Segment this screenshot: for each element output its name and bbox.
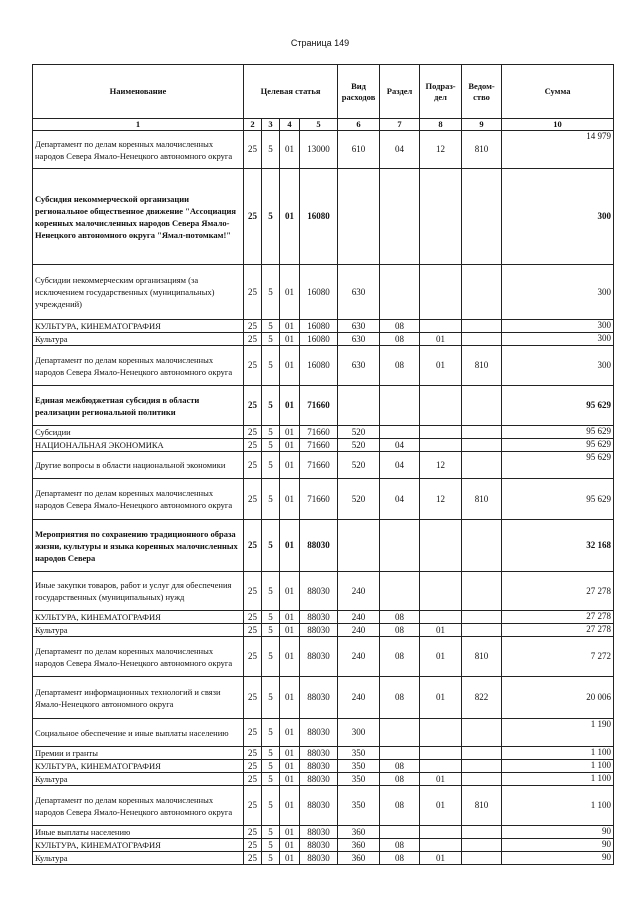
cell-amount: 90 <box>502 852 614 865</box>
cell-program: 25 <box>244 839 262 852</box>
cell-expense-type <box>338 520 380 572</box>
cell-program: 25 <box>244 320 262 333</box>
cell-subsection <box>420 169 462 265</box>
cell-section: 04 <box>380 131 420 169</box>
header-name: Наименование <box>33 65 244 119</box>
row-name: Департамент по делам коренных малочисленных народов Севера Ямало-Ненецкого автономного округа <box>33 637 244 677</box>
row-name: Другие вопросы в области национальной экономики <box>33 452 244 479</box>
cell-amount: 1 100 <box>502 773 614 786</box>
cell-event: 01 <box>280 826 300 839</box>
cell-event: 01 <box>280 320 300 333</box>
cell-subprogram: 5 <box>262 265 280 320</box>
cell-event: 01 <box>280 452 300 479</box>
cell-subsection <box>420 747 462 760</box>
table-row <box>33 320 614 333</box>
cell-department <box>462 747 502 760</box>
cell-expense-type: 630 <box>338 346 380 386</box>
cell-section <box>380 169 420 265</box>
row-name: Культура <box>33 624 244 637</box>
row-name: Иные выплаты населению <box>33 826 244 839</box>
cell-subsection: 12 <box>420 452 462 479</box>
cell-department: 810 <box>462 131 502 169</box>
cell-subsection: 12 <box>420 479 462 520</box>
cell-department <box>462 611 502 624</box>
cell-department: 810 <box>462 479 502 520</box>
cell-subprogram: 5 <box>262 786 280 826</box>
cell-section: 08 <box>380 786 420 826</box>
header-section: Раздел <box>380 65 420 119</box>
cell-expense-type: 240 <box>338 611 380 624</box>
header-expense-type: Вид расходов <box>338 65 380 119</box>
cell-department: 810 <box>462 346 502 386</box>
table-row <box>33 479 614 520</box>
cell-amount: 90 <box>502 839 614 852</box>
cell-expense-type: 630 <box>338 320 380 333</box>
cell-event: 01 <box>280 386 300 426</box>
cell-program: 25 <box>244 439 262 452</box>
cell-subsection <box>420 439 462 452</box>
cell-subprogram: 5 <box>262 852 280 865</box>
cell-subsection: 01 <box>420 346 462 386</box>
cell-section <box>380 747 420 760</box>
row-name: Единая межбюджетная субсидия в области реализации региональной политики <box>33 386 244 426</box>
table-row <box>33 637 614 677</box>
cell-section: 08 <box>380 333 420 346</box>
cell-event: 01 <box>280 747 300 760</box>
row-name: Субсидии <box>33 426 244 439</box>
cell-amount: 14 979 <box>502 131 614 169</box>
cell-department <box>462 520 502 572</box>
column-number: 3 <box>262 119 280 131</box>
cell-section: 08 <box>380 637 420 677</box>
cell-expense-type: 350 <box>338 786 380 826</box>
header-row <box>33 65 614 119</box>
cell-subsection: 01 <box>420 786 462 826</box>
table-row <box>33 773 614 786</box>
cell-program: 25 <box>244 719 262 747</box>
table-row <box>33 386 614 426</box>
column-number: 10 <box>502 119 614 131</box>
cell-direction: 88030 <box>300 786 338 826</box>
column-number-row <box>33 119 614 131</box>
cell-program: 25 <box>244 452 262 479</box>
column-number: 9 <box>462 119 502 131</box>
cell-department <box>462 452 502 479</box>
cell-subprogram: 5 <box>262 333 280 346</box>
cell-event: 01 <box>280 719 300 747</box>
cell-subprogram: 5 <box>262 773 280 786</box>
row-name: Культура <box>33 773 244 786</box>
column-number: 8 <box>420 119 462 131</box>
cell-amount: 32 168 <box>502 520 614 572</box>
cell-subsection <box>420 760 462 773</box>
cell-subsection <box>420 320 462 333</box>
cell-amount: 27 278 <box>502 611 614 624</box>
cell-department <box>462 852 502 865</box>
cell-direction: 71660 <box>300 479 338 520</box>
cell-department <box>462 839 502 852</box>
cell-subsection <box>420 826 462 839</box>
cell-expense-type <box>338 386 380 426</box>
cell-event: 01 <box>280 786 300 826</box>
cell-amount: 1 100 <box>502 786 614 826</box>
table-row <box>33 572 614 611</box>
table-row <box>33 677 614 719</box>
cell-program: 25 <box>244 624 262 637</box>
cell-subsection: 01 <box>420 624 462 637</box>
column-number: 6 <box>338 119 380 131</box>
cell-direction: 88030 <box>300 677 338 719</box>
cell-direction: 13000 <box>300 131 338 169</box>
row-name: Премии и гранты <box>33 747 244 760</box>
budget-table <box>32 64 614 865</box>
page-label: Страница 149 <box>290 38 350 48</box>
cell-subprogram: 5 <box>262 572 280 611</box>
cell-subsection <box>420 839 462 852</box>
cell-direction: 88030 <box>300 839 338 852</box>
cell-direction: 88030 <box>300 852 338 865</box>
table-row <box>33 169 614 265</box>
header-target: Целевая статья <box>244 65 338 119</box>
cell-department <box>462 439 502 452</box>
cell-event: 01 <box>280 131 300 169</box>
row-name: Иные закупки товаров, работ и услуг для обеспечения государственных (муниципальных) нужд <box>33 572 244 611</box>
cell-subprogram: 5 <box>262 320 280 333</box>
cell-expense-type: 240 <box>338 624 380 637</box>
cell-direction: 88030 <box>300 773 338 786</box>
cell-section <box>380 426 420 439</box>
cell-amount: 300 <box>502 169 614 265</box>
table-row <box>33 520 614 572</box>
column-number: 5 <box>300 119 338 131</box>
cell-subprogram: 5 <box>262 747 280 760</box>
cell-subprogram: 5 <box>262 839 280 852</box>
cell-subprogram: 5 <box>262 719 280 747</box>
cell-section <box>380 520 420 572</box>
cell-amount: 20 006 <box>502 677 614 719</box>
row-name: КУЛЬТУРА, КИНЕМАТОГРАФИЯ <box>33 839 244 852</box>
cell-program: 25 <box>244 333 262 346</box>
cell-expense-type: 630 <box>338 265 380 320</box>
cell-section: 08 <box>380 624 420 637</box>
column-number: 7 <box>380 119 420 131</box>
table-row <box>33 760 614 773</box>
cell-direction: 88030 <box>300 747 338 760</box>
cell-section: 04 <box>380 452 420 479</box>
cell-program: 25 <box>244 760 262 773</box>
table-row <box>33 786 614 826</box>
table-row <box>33 611 614 624</box>
table-row <box>33 439 614 452</box>
cell-amount: 1 190 <box>502 719 614 747</box>
cell-expense-type: 350 <box>338 760 380 773</box>
cell-amount: 300 <box>502 346 614 386</box>
cell-direction: 88030 <box>300 624 338 637</box>
table-row <box>33 346 614 386</box>
cell-direction: 16080 <box>300 346 338 386</box>
row-name: Субсидия некоммерческой организации региональное общественное движение "Ассоциация коренных малочисленных народов Севера Ямало-Ненецкого автономного округа "Ямал-потомкам!" <box>33 169 244 265</box>
header-amount: Сумма <box>502 65 614 119</box>
cell-direction: 16080 <box>300 320 338 333</box>
cell-direction: 88030 <box>300 637 338 677</box>
cell-amount: 300 <box>502 320 614 333</box>
cell-subprogram: 5 <box>262 624 280 637</box>
cell-department <box>462 333 502 346</box>
cell-subprogram: 5 <box>262 426 280 439</box>
row-name: Департамент по делам коренных малочисленных народов Севера Ямало-Ненецкого автономного округа <box>33 479 244 520</box>
cell-program: 25 <box>244 386 262 426</box>
cell-section: 08 <box>380 773 420 786</box>
cell-direction: 88030 <box>300 826 338 839</box>
table-row <box>33 452 614 479</box>
cell-amount: 27 278 <box>502 572 614 611</box>
cell-program: 25 <box>244 677 262 719</box>
cell-subprogram: 5 <box>262 169 280 265</box>
column-number: 4 <box>280 119 300 131</box>
cell-direction: 88030 <box>300 760 338 773</box>
cell-direction: 16080 <box>300 169 338 265</box>
cell-subprogram: 5 <box>262 760 280 773</box>
cell-department <box>462 773 502 786</box>
cell-expense-type <box>338 169 380 265</box>
cell-event: 01 <box>280 572 300 611</box>
cell-subsection: 01 <box>420 773 462 786</box>
cell-subprogram: 5 <box>262 439 280 452</box>
cell-direction: 71660 <box>300 452 338 479</box>
cell-direction: 88030 <box>300 719 338 747</box>
cell-event: 01 <box>280 265 300 320</box>
cell-section: 04 <box>380 479 420 520</box>
cell-subprogram: 5 <box>262 386 280 426</box>
cell-department <box>462 719 502 747</box>
cell-subsection <box>420 572 462 611</box>
cell-amount: 300 <box>502 265 614 320</box>
table-row <box>33 131 614 169</box>
cell-direction: 88030 <box>300 572 338 611</box>
cell-event: 01 <box>280 760 300 773</box>
header-department: Ведом- ство <box>462 65 502 119</box>
row-name: Департамент информационных технологий и связи Ямало-Ненецкого автономного округа <box>33 677 244 719</box>
cell-program: 25 <box>244 426 262 439</box>
cell-expense-type: 610 <box>338 131 380 169</box>
cell-expense-type: 350 <box>338 773 380 786</box>
cell-direction: 71660 <box>300 386 338 426</box>
cell-subsection <box>420 520 462 572</box>
cell-expense-type: 240 <box>338 677 380 719</box>
cell-section: 08 <box>380 760 420 773</box>
table-row <box>33 624 614 637</box>
cell-amount: 95 629 <box>502 439 614 452</box>
cell-amount: 1 100 <box>502 747 614 760</box>
cell-program: 25 <box>244 520 262 572</box>
cell-subsection: 01 <box>420 333 462 346</box>
cell-section: 08 <box>380 852 420 865</box>
table-row <box>33 265 614 320</box>
cell-section <box>380 719 420 747</box>
cell-expense-type: 240 <box>338 637 380 677</box>
cell-expense-type: 360 <box>338 839 380 852</box>
cell-section: 08 <box>380 320 420 333</box>
row-name: Культура <box>33 333 244 346</box>
cell-department: 822 <box>462 677 502 719</box>
cell-event: 01 <box>280 346 300 386</box>
cell-program: 25 <box>244 265 262 320</box>
column-number: 1 <box>33 119 244 131</box>
cell-section: 08 <box>380 839 420 852</box>
cell-department <box>462 386 502 426</box>
cell-subsection <box>420 386 462 426</box>
cell-expense-type: 240 <box>338 572 380 611</box>
cell-department <box>462 426 502 439</box>
cell-expense-type: 630 <box>338 333 380 346</box>
cell-direction: 71660 <box>300 439 338 452</box>
table-row <box>33 852 614 865</box>
row-name: Департамент по делам коренных малочисленных народов Севера Ямало-Ненецкого автономного округа <box>33 131 244 169</box>
cell-event: 01 <box>280 852 300 865</box>
cell-subprogram: 5 <box>262 346 280 386</box>
cell-subsection: 01 <box>420 852 462 865</box>
cell-program: 25 <box>244 611 262 624</box>
cell-direction: 16080 <box>300 265 338 320</box>
cell-subprogram: 5 <box>262 131 280 169</box>
cell-section <box>380 826 420 839</box>
cell-amount: 1 100 <box>502 760 614 773</box>
cell-program: 25 <box>244 786 262 826</box>
cell-department <box>462 760 502 773</box>
cell-program: 25 <box>244 479 262 520</box>
cell-amount: 95 629 <box>502 386 614 426</box>
cell-event: 01 <box>280 839 300 852</box>
cell-direction: 88030 <box>300 611 338 624</box>
cell-program: 25 <box>244 572 262 611</box>
cell-department <box>462 624 502 637</box>
cell-expense-type: 360 <box>338 826 380 839</box>
row-name: Департамент по делам коренных малочисленных народов Севера Ямало-Ненецкого автономного округа <box>33 346 244 386</box>
cell-event: 01 <box>280 333 300 346</box>
cell-department <box>462 169 502 265</box>
cell-section <box>380 386 420 426</box>
cell-subprogram: 5 <box>262 637 280 677</box>
cell-subsection <box>420 426 462 439</box>
row-name: КУЛЬТУРА, КИНЕМАТОГРАФИЯ <box>33 760 244 773</box>
cell-direction: 16080 <box>300 333 338 346</box>
table-row <box>33 719 614 747</box>
cell-section <box>380 265 420 320</box>
cell-section <box>380 572 420 611</box>
cell-subsection: 01 <box>420 677 462 719</box>
cell-amount: 7 272 <box>502 637 614 677</box>
row-name: Департамент по делам коренных малочисленных народов Севера Ямало-Ненецкого автономного округа <box>33 786 244 826</box>
cell-section: 04 <box>380 439 420 452</box>
cell-section: 08 <box>380 611 420 624</box>
cell-subprogram: 5 <box>262 452 280 479</box>
cell-amount: 27 278 <box>502 624 614 637</box>
table-row <box>33 839 614 852</box>
cell-subprogram: 5 <box>262 520 280 572</box>
cell-event: 01 <box>280 677 300 719</box>
cell-subprogram: 5 <box>262 479 280 520</box>
cell-program: 25 <box>244 826 262 839</box>
cell-expense-type: 520 <box>338 452 380 479</box>
cell-subsection <box>420 265 462 320</box>
cell-subsection: 12 <box>420 131 462 169</box>
cell-amount: 95 629 <box>502 426 614 439</box>
cell-amount: 95 629 <box>502 452 614 479</box>
row-name: Социальное обеспечение и иные выплаты населению <box>33 719 244 747</box>
row-name: НАЦИОНАЛЬНАЯ ЭКОНОМИКА <box>33 439 244 452</box>
cell-event: 01 <box>280 624 300 637</box>
cell-expense-type: 350 <box>338 747 380 760</box>
table-row <box>33 826 614 839</box>
cell-department <box>462 265 502 320</box>
cell-subsection <box>420 611 462 624</box>
header-subsection: Подраз- дел <box>420 65 462 119</box>
row-name: КУЛЬТУРА, КИНЕМАТОГРАФИЯ <box>33 611 244 624</box>
cell-expense-type: 520 <box>338 426 380 439</box>
cell-subprogram: 5 <box>262 826 280 839</box>
cell-subsection: 01 <box>420 637 462 677</box>
row-name: Культура <box>33 852 244 865</box>
cell-section: 08 <box>380 346 420 386</box>
table-row <box>33 426 614 439</box>
cell-event: 01 <box>280 637 300 677</box>
row-name: КУЛЬТУРА, КИНЕМАТОГРАФИЯ <box>33 320 244 333</box>
cell-program: 25 <box>244 131 262 169</box>
cell-section: 08 <box>380 677 420 719</box>
cell-amount: 300 <box>502 333 614 346</box>
cell-program: 25 <box>244 637 262 677</box>
cell-department <box>462 826 502 839</box>
cell-subsection <box>420 719 462 747</box>
table-row <box>33 747 614 760</box>
row-name: Субсидии некоммерческим организациям (за исключением государственных (муниципальных) учреждений) <box>33 265 244 320</box>
cell-amount: 95 629 <box>502 479 614 520</box>
cell-event: 01 <box>280 426 300 439</box>
cell-subprogram: 5 <box>262 677 280 719</box>
cell-program: 25 <box>244 852 262 865</box>
cell-subprogram: 5 <box>262 611 280 624</box>
cell-department: 810 <box>462 637 502 677</box>
cell-program: 25 <box>244 346 262 386</box>
cell-program: 25 <box>244 169 262 265</box>
cell-expense-type: 520 <box>338 439 380 452</box>
cell-event: 01 <box>280 169 300 265</box>
cell-department <box>462 320 502 333</box>
cell-direction: 88030 <box>300 520 338 572</box>
cell-event: 01 <box>280 479 300 520</box>
cell-amount: 90 <box>502 826 614 839</box>
cell-department: 810 <box>462 786 502 826</box>
column-number: 2 <box>244 119 262 131</box>
cell-expense-type: 520 <box>338 479 380 520</box>
cell-event: 01 <box>280 773 300 786</box>
row-name: Мероприятия по сохранению традиционного образа жизни, культуры и языка коренных малочисленных народов Севера <box>33 520 244 572</box>
cell-expense-type: 360 <box>338 852 380 865</box>
cell-event: 01 <box>280 520 300 572</box>
cell-event: 01 <box>280 439 300 452</box>
cell-expense-type: 300 <box>338 719 380 747</box>
cell-direction: 71660 <box>300 426 338 439</box>
table-row <box>33 333 614 346</box>
cell-department <box>462 572 502 611</box>
cell-program: 25 <box>244 747 262 760</box>
cell-program: 25 <box>244 773 262 786</box>
cell-event: 01 <box>280 611 300 624</box>
